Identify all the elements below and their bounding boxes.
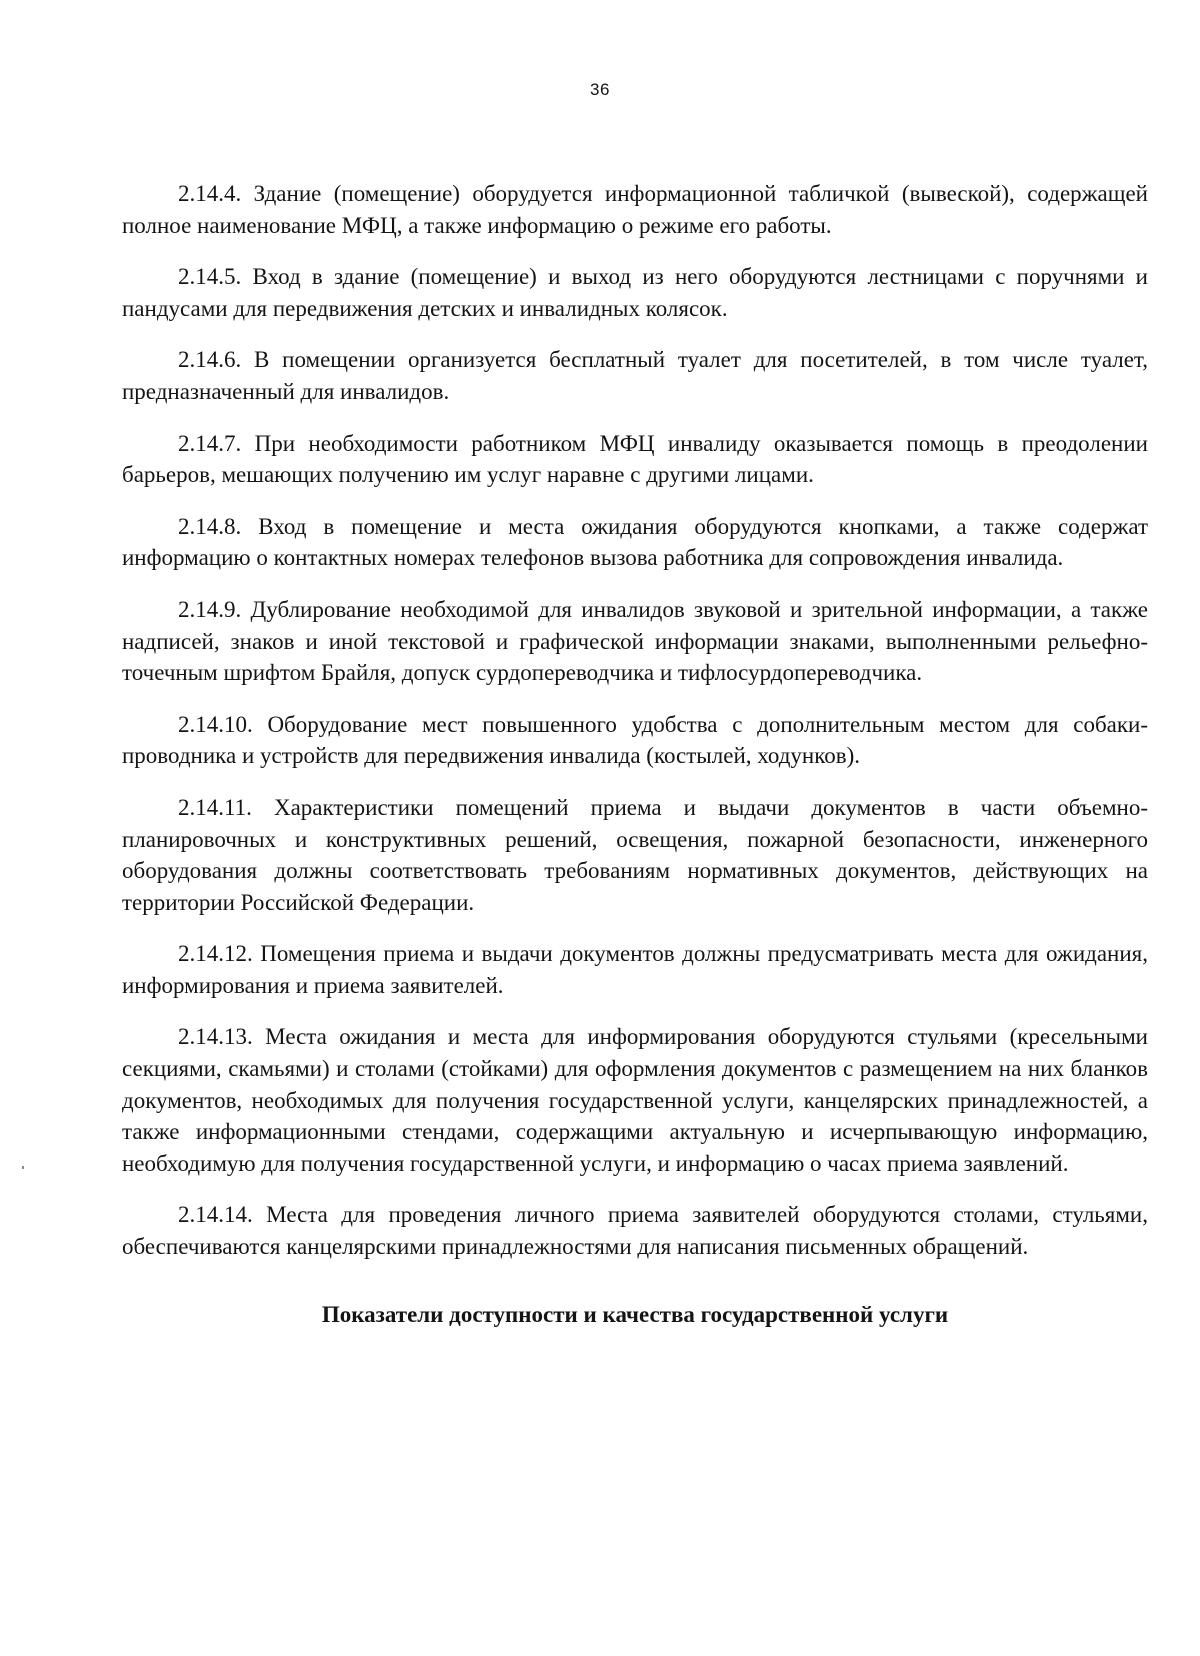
scan-margin-speck bbox=[22, 1166, 24, 1169]
section-heading: Показатели доступности и качества государственной услуги bbox=[321, 1301, 949, 1327]
paragraph-2-14-5: 2.14.5. Вход в здание (помещение) и выход из него оборудуются лестницами с поручнями и пандусами для передвижения детских и инвалидных колясок. bbox=[122, 264, 1148, 321]
paragraph-2-14-4: 2.14.4. Здание (помещение) оборудуется информационной табличкой (вывеской), содержащей полное наименование МФЦ, а также информацию о режиме его работы. bbox=[122, 181, 1148, 238]
paragraph-2-14-12: 2.14.12. Помещения приема и выдачи документов должны предусматривать места для ожидания, информирования и приема заявителей. bbox=[122, 941, 1148, 998]
paragraph-2-14-14: 2.14.14. Места для проведения личного приема заявителей оборудуются столами, стульями, обеспечиваются канцелярскими принадлежностями для написания письменных обращений. bbox=[122, 1202, 1148, 1260]
paragraph-2-14-11: 2.14.11. Характеристики помещений приема и выдачи документов в части объемно-планировочных и конструктивных решений, освещения, пожарной безопасности, инженерного оборудования должны соответствовать требованиям нормативных документов, действующих на территории Российской Федерации. bbox=[122, 794, 1148, 915]
document-body bbox=[122, 178, 1148, 1331]
paragraph-2-14-10: 2.14.10. Оборудование мест повышенного удобства с дополнительным местом для собаки-проводника и устройств для передвижения инвалида (костылей, ходунков). bbox=[122, 711, 1148, 769]
page-number: 36 bbox=[590, 80, 610, 99]
paragraph-2-14-9: 2.14.9. Дублирование необходимой для инвалидов звуковой и зрительной информации, а также надписей, знаков и иной текстовой и графической информации знаками, выполненными рельефно-точечным шрифтом Брайля, допуск сурдопереводчика и тифлосурдопереводчика. bbox=[122, 596, 1148, 686]
paragraph-2-14-8: 2.14.8. Вход в помещение и места ожидания оборудуются кнопками, а также содержат информацию о контактных номерах телефонов вызова работника для сопровождения инвалида. bbox=[122, 513, 1148, 571]
paragraph-2-14-6: 2.14.6. В помещении организуется бесплатный туалет для посетителей, в том числе туалет, предназначенный для инвалидов. bbox=[122, 347, 1148, 404]
paragraph-2-14-7: 2.14.7. При необходимости работником МФЦ инвалиду оказывается помощь в преодолении барьеров, мешающих получению им услуг наравне с другими лицами. bbox=[122, 430, 1148, 488]
paragraph-2-14-13: 2.14.13. Места ожидания и места для информирования оборудуются стульями (кресельными секциями, скамьями) и столами (стойками) для оформления документов с размещением на них бланков документов, необходимых для получения государственной услуги, канцелярских принадлежностей, а также информационными стендами, содержащими актуальную и исчерпывающую информацию, необходимую для получения государственной услуги, и информацию о часах приема заявлений. bbox=[122, 1024, 1148, 1176]
